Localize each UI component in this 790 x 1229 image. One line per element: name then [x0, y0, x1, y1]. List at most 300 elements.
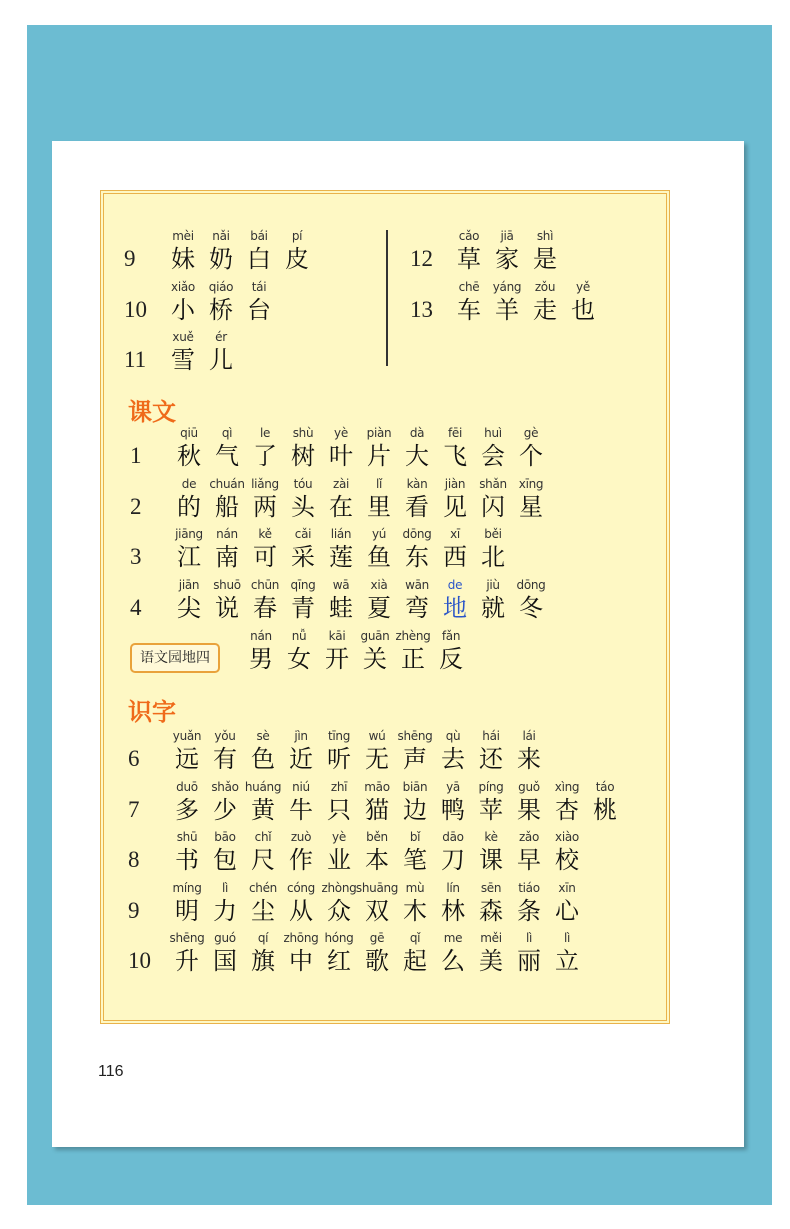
character-cell [244, 728, 282, 774]
character-cell [246, 425, 284, 471]
hanzi: 声 [403, 745, 427, 773]
hanzi: 课 [479, 846, 503, 874]
hanzi: 是 [533, 245, 557, 273]
hanzi: 蛙 [329, 593, 353, 622]
pinyin: xiǎo [171, 279, 195, 294]
hanzi: 气 [215, 442, 239, 470]
pinyin: zuò [290, 830, 312, 844]
hanzi: 林 [441, 896, 465, 925]
pinyin: zhī [330, 779, 348, 794]
character-cell [320, 728, 358, 774]
hanzi: 秋 [177, 442, 201, 470]
pinyin: cǎi [294, 527, 312, 541]
hanzi: 草 [457, 245, 481, 273]
pinyin: chuán [209, 476, 245, 491]
hanzi: 明 [175, 896, 199, 925]
pinyin: wā [332, 577, 350, 592]
character-row [130, 577, 550, 623]
hanzi: 冬 [519, 593, 543, 622]
pinyin: xiào [555, 830, 579, 844]
character-cell [282, 829, 320, 875]
hanzi: 丽 [517, 947, 541, 975]
character-cell [472, 779, 510, 825]
pinyin: fēi [447, 426, 463, 440]
hanzi: 多 [175, 795, 199, 824]
hanzi: 会 [481, 442, 505, 470]
hanzi: 双 [365, 896, 389, 925]
character-cell [284, 425, 322, 471]
character-cell [244, 930, 282, 976]
pinyin: shuāng [355, 880, 399, 895]
hanzi: 大 [405, 442, 429, 470]
hanzi: 书 [175, 846, 199, 874]
character-cell [208, 577, 246, 623]
hanzi: 星 [519, 492, 543, 521]
hanzi: 在 [329, 492, 353, 521]
character-row [128, 728, 548, 774]
hanzi: 升 [175, 947, 199, 975]
character-cell [510, 779, 548, 825]
hanzi: 白 [247, 245, 271, 273]
character-cell [355, 880, 399, 926]
character-cell [512, 577, 550, 623]
character-cell [396, 829, 434, 875]
hanzi: 的 [177, 492, 201, 521]
hanzi: 歌 [365, 947, 389, 975]
character-cell [170, 425, 208, 471]
hanzi: 尘 [251, 896, 275, 925]
pinyin: yǒu [214, 729, 236, 743]
pinyin: yú [371, 527, 387, 541]
character-cell [246, 476, 284, 522]
lesson-number: 10 [124, 296, 147, 322]
hanzi: 么 [441, 947, 465, 975]
hanzi: 地 [443, 593, 467, 622]
hanzi: 校 [555, 846, 579, 874]
hanzi: 力 [213, 896, 237, 925]
character-cell [510, 930, 548, 976]
hanzi: 树 [291, 442, 315, 470]
pinyin: yuǎn [172, 729, 202, 743]
lesson-number: 6 [128, 746, 140, 771]
character-cell [208, 526, 246, 572]
pinyin: kàn [406, 476, 428, 491]
pinyin: me [443, 931, 463, 945]
character-row [128, 829, 586, 875]
character-cell [548, 880, 586, 926]
hanzi: 杏 [555, 795, 579, 824]
hanzi: 莲 [329, 543, 353, 571]
pinyin: fǎn [441, 629, 461, 643]
character-cell [278, 228, 316, 274]
lesson-number: 3 [130, 544, 142, 569]
hanzi: 南 [215, 543, 239, 571]
character-cell [434, 880, 472, 926]
pinyin: lín [446, 880, 460, 895]
pinyin: qǐ [409, 931, 421, 945]
hanzi: 小 [171, 295, 195, 324]
pinyin: lǐ [375, 476, 383, 491]
pinyin: māo [364, 779, 390, 794]
character-cell [164, 329, 202, 375]
character-cell [246, 577, 284, 623]
hanzi: 羊 [495, 295, 519, 324]
hanzi: 笔 [403, 846, 427, 874]
hanzi: 红 [327, 947, 351, 975]
hanzi: 作 [289, 846, 313, 874]
hanzi: 船 [215, 492, 239, 521]
character-cell [170, 526, 208, 572]
lesson-number: 1 [130, 443, 142, 468]
hanzi: 飞 [443, 442, 467, 470]
pinyin: guó [214, 931, 236, 945]
character-cell [360, 425, 398, 471]
lesson-number: 13 [410, 296, 433, 322]
pinyin: shǎo [211, 779, 239, 794]
pinyin: kè [484, 830, 498, 844]
pinyin: huì [484, 426, 502, 440]
pinyin: mù [405, 880, 425, 895]
pinyin: xuě [172, 330, 194, 344]
lesson-number: 9 [124, 246, 136, 271]
character-cell [356, 628, 394, 674]
character-cell [168, 880, 206, 926]
pinyin: xīng [518, 476, 544, 491]
pinyin: cóng [287, 880, 315, 895]
hanzi: 了 [253, 442, 277, 470]
pinyin: dōng [516, 577, 546, 592]
character-cell [396, 930, 434, 976]
hanzi: 来 [517, 745, 541, 773]
hanzi: 黄 [251, 795, 275, 824]
hanzi: 心 [555, 896, 579, 925]
character-cell [164, 279, 202, 325]
hanzi: 只 [327, 795, 351, 824]
pinyin: lián [330, 527, 352, 541]
character-cell [244, 779, 282, 825]
character-cell [434, 779, 472, 825]
hanzi: 片 [367, 442, 391, 470]
pinyin: shēng [397, 729, 433, 743]
pinyin: zài [332, 476, 350, 491]
hanzi: 就 [481, 593, 505, 622]
hanzi: 江 [177, 543, 201, 571]
pinyin: gè [523, 426, 539, 440]
hanzi: 北 [481, 543, 505, 571]
character-cell [510, 880, 548, 926]
pinyin: píng [478, 779, 504, 794]
pinyin: chén [249, 880, 277, 895]
hanzi: 国 [213, 947, 237, 975]
character-cell [360, 526, 398, 572]
character-cell [472, 880, 510, 926]
pinyin: sè [256, 729, 270, 743]
character-row [410, 279, 602, 325]
character-cell [512, 425, 550, 471]
pinyin: tiáo [518, 880, 540, 895]
character-row [130, 425, 550, 471]
hanzi: 尖 [177, 593, 201, 622]
pinyin: zǎo [518, 830, 540, 844]
character-cell [282, 779, 320, 825]
character-row [128, 930, 586, 976]
hanzi: 妹 [171, 245, 195, 273]
character-cell [208, 476, 246, 522]
character-cell [320, 880, 358, 926]
character-cell [208, 425, 246, 471]
lesson-number: 4 [130, 594, 142, 620]
character-cell [284, 577, 322, 623]
character-row [130, 476, 550, 522]
character-cell [510, 728, 548, 774]
pinyin: qiū [180, 426, 198, 440]
pinyin: dà [409, 426, 425, 440]
character-cell [434, 930, 472, 976]
character-cell [526, 279, 564, 325]
hanzi: 起 [403, 947, 427, 975]
character-cell [202, 279, 240, 325]
lesson-number: 11 [124, 347, 147, 372]
hanzi: 旗 [251, 947, 275, 975]
pinyin: shù [292, 426, 314, 440]
hanzi: 东 [405, 543, 429, 571]
hanzi: 头 [291, 492, 315, 521]
pinyin: shū [176, 830, 198, 844]
character-cell [202, 228, 240, 274]
hanzi: 可 [253, 543, 277, 571]
character-cell [358, 930, 396, 976]
character-cell [240, 228, 278, 274]
pinyin: de [447, 577, 463, 592]
character-cell [436, 425, 474, 471]
character-cell [168, 728, 206, 774]
character-cell [170, 476, 208, 522]
pinyin: dōng [402, 527, 432, 541]
lesson-number: 8 [128, 847, 140, 872]
pinyin: xìng [554, 779, 580, 794]
character-cell [206, 728, 244, 774]
hanzi: 皮 [285, 245, 309, 273]
character-cell [320, 779, 358, 825]
pinyin: lái [522, 729, 536, 743]
character-cell [398, 476, 436, 522]
character-cell [206, 779, 244, 825]
pinyin: běn [366, 830, 388, 844]
pinyin: sēn [480, 880, 502, 895]
character-row [124, 228, 316, 274]
pinyin: yè [332, 830, 346, 844]
pinyin: tóu [293, 476, 313, 491]
character-cell [548, 829, 586, 875]
hanzi: 两 [253, 492, 277, 521]
pinyin: jiàn [444, 476, 466, 491]
hanzi: 叶 [329, 442, 353, 470]
pinyin: tái [251, 279, 267, 294]
hanzi: 关 [363, 645, 387, 673]
pinyin: bāo [214, 830, 236, 844]
pinyin: jiāng [175, 527, 203, 541]
pinyin: duō [176, 779, 198, 794]
hanzi: 个 [519, 442, 543, 470]
pinyin: le [259, 426, 271, 440]
hanzi: 果 [517, 795, 541, 824]
character-cell [474, 476, 512, 522]
section-heading-shizi: 识字 [128, 697, 176, 726]
hanzi: 边 [403, 795, 427, 824]
character-cell [450, 279, 488, 325]
pinyin: míng [172, 880, 202, 895]
lesson-number: 2 [130, 493, 142, 519]
hanzi: 美 [479, 947, 503, 975]
yuwen-yuandi-label: 语文园地四 [130, 643, 220, 673]
character-cell [284, 476, 322, 522]
pinyin: shì [536, 229, 554, 243]
hanzi: 无 [365, 745, 389, 773]
column-divider [386, 230, 388, 366]
hanzi: 春 [253, 593, 277, 622]
page-number: 116 [98, 1063, 124, 1080]
character-cell [434, 728, 472, 774]
hanzi: 刀 [441, 846, 465, 874]
character-cell [280, 628, 318, 674]
hanzi: 牛 [289, 795, 313, 824]
pinyin: hái [482, 729, 500, 743]
character-cell [472, 930, 510, 976]
pinyin: qì [221, 426, 233, 440]
character-cell [320, 930, 358, 976]
character-cell [472, 728, 510, 774]
pinyin: qù [445, 729, 461, 743]
hanzi: 中 [289, 947, 313, 975]
character-cell [434, 829, 472, 875]
pinyin: xī [450, 527, 460, 541]
pinyin: shēng [169, 931, 205, 945]
character-cell [398, 425, 436, 471]
pinyin: guǒ [518, 779, 540, 794]
character-cell [206, 880, 244, 926]
pinyin: kě [258, 527, 272, 541]
pinyin: kāi [328, 629, 346, 643]
pinyin: shuō [213, 577, 241, 592]
pinyin: zǒu [534, 279, 556, 294]
pinyin: de [181, 476, 197, 491]
hanzi: 去 [441, 745, 465, 773]
character-cell [512, 476, 550, 522]
character-cell [358, 829, 396, 875]
character-cell [450, 228, 488, 274]
character-cell [358, 728, 396, 774]
pinyin: lì [563, 931, 571, 945]
hanzi: 从 [289, 896, 313, 925]
pinyin: jiù [486, 577, 500, 592]
pinyin: jìn [294, 729, 308, 743]
character-row [128, 880, 586, 926]
character-cell [170, 577, 208, 623]
pinyin: bǐ [409, 830, 421, 844]
hanzi: 台 [247, 295, 271, 324]
pinyin: cǎo [458, 229, 480, 243]
hanzi: 男 [249, 645, 273, 673]
pinyin: nǎi [212, 229, 230, 243]
hanzi: 色 [251, 745, 275, 773]
character-cell [244, 880, 282, 926]
hanzi: 夏 [367, 593, 391, 622]
character-cell [474, 577, 512, 623]
character-cell [436, 526, 474, 572]
pinyin: qīng [290, 577, 316, 592]
hanzi: 走 [533, 295, 557, 324]
hanzi: 尺 [251, 846, 275, 874]
character-cell [168, 829, 206, 875]
character-cell [320, 829, 358, 875]
hanzi: 反 [439, 645, 463, 673]
lesson-number: 10 [128, 948, 151, 973]
pinyin: huáng [244, 779, 282, 794]
hanzi: 苹 [479, 795, 503, 824]
hanzi: 里 [367, 492, 391, 521]
character-cell [436, 577, 474, 623]
hanzi: 早 [517, 846, 541, 874]
hanzi: 鸭 [441, 795, 465, 824]
pinyin: gē [369, 931, 385, 945]
hanzi: 业 [327, 846, 351, 874]
character-cell [394, 628, 432, 674]
hanzi: 开 [325, 645, 349, 673]
lesson-number: 9 [128, 897, 140, 923]
hanzi: 有 [213, 745, 237, 773]
pinyin: pí [291, 229, 303, 243]
pinyin: shǎn [479, 476, 507, 491]
hanzi: 女 [287, 645, 311, 673]
character-cell [240, 279, 278, 325]
hanzi: 闪 [481, 492, 505, 521]
character-cell [322, 577, 360, 623]
hanzi: 也 [571, 295, 595, 324]
hanzi: 近 [289, 745, 313, 773]
character-cell [282, 728, 320, 774]
character-cell [282, 930, 320, 976]
hanzi: 桥 [209, 295, 233, 324]
character-cell [548, 779, 586, 825]
hanzi: 说 [215, 593, 239, 622]
pinyin: nǚ [291, 629, 307, 643]
hanzi: 听 [327, 745, 351, 773]
pinyin: yáng [492, 279, 522, 294]
character-cell [164, 228, 202, 274]
pinyin: xīn [558, 880, 576, 895]
pinyin: ér [215, 330, 227, 344]
character-cell [202, 329, 240, 375]
character-cell [436, 476, 474, 522]
hanzi: 立 [555, 947, 579, 975]
character-cell [526, 228, 564, 274]
hanzi: 奶 [209, 245, 233, 273]
hanzi: 包 [213, 846, 237, 874]
pinyin: biān [402, 779, 428, 794]
hanzi: 猫 [365, 795, 389, 824]
hanzi: 远 [175, 745, 199, 773]
pinyin: wān [405, 577, 429, 592]
pinyin: xià [370, 577, 388, 592]
pinyin: chē [458, 279, 480, 294]
character-cell [586, 779, 624, 825]
hanzi: 木 [403, 896, 427, 925]
pinyin: táo [595, 779, 615, 794]
character-cell [396, 728, 434, 774]
pinyin: mèi [172, 229, 194, 243]
hanzi: 青 [291, 593, 315, 622]
character-cell [322, 425, 360, 471]
